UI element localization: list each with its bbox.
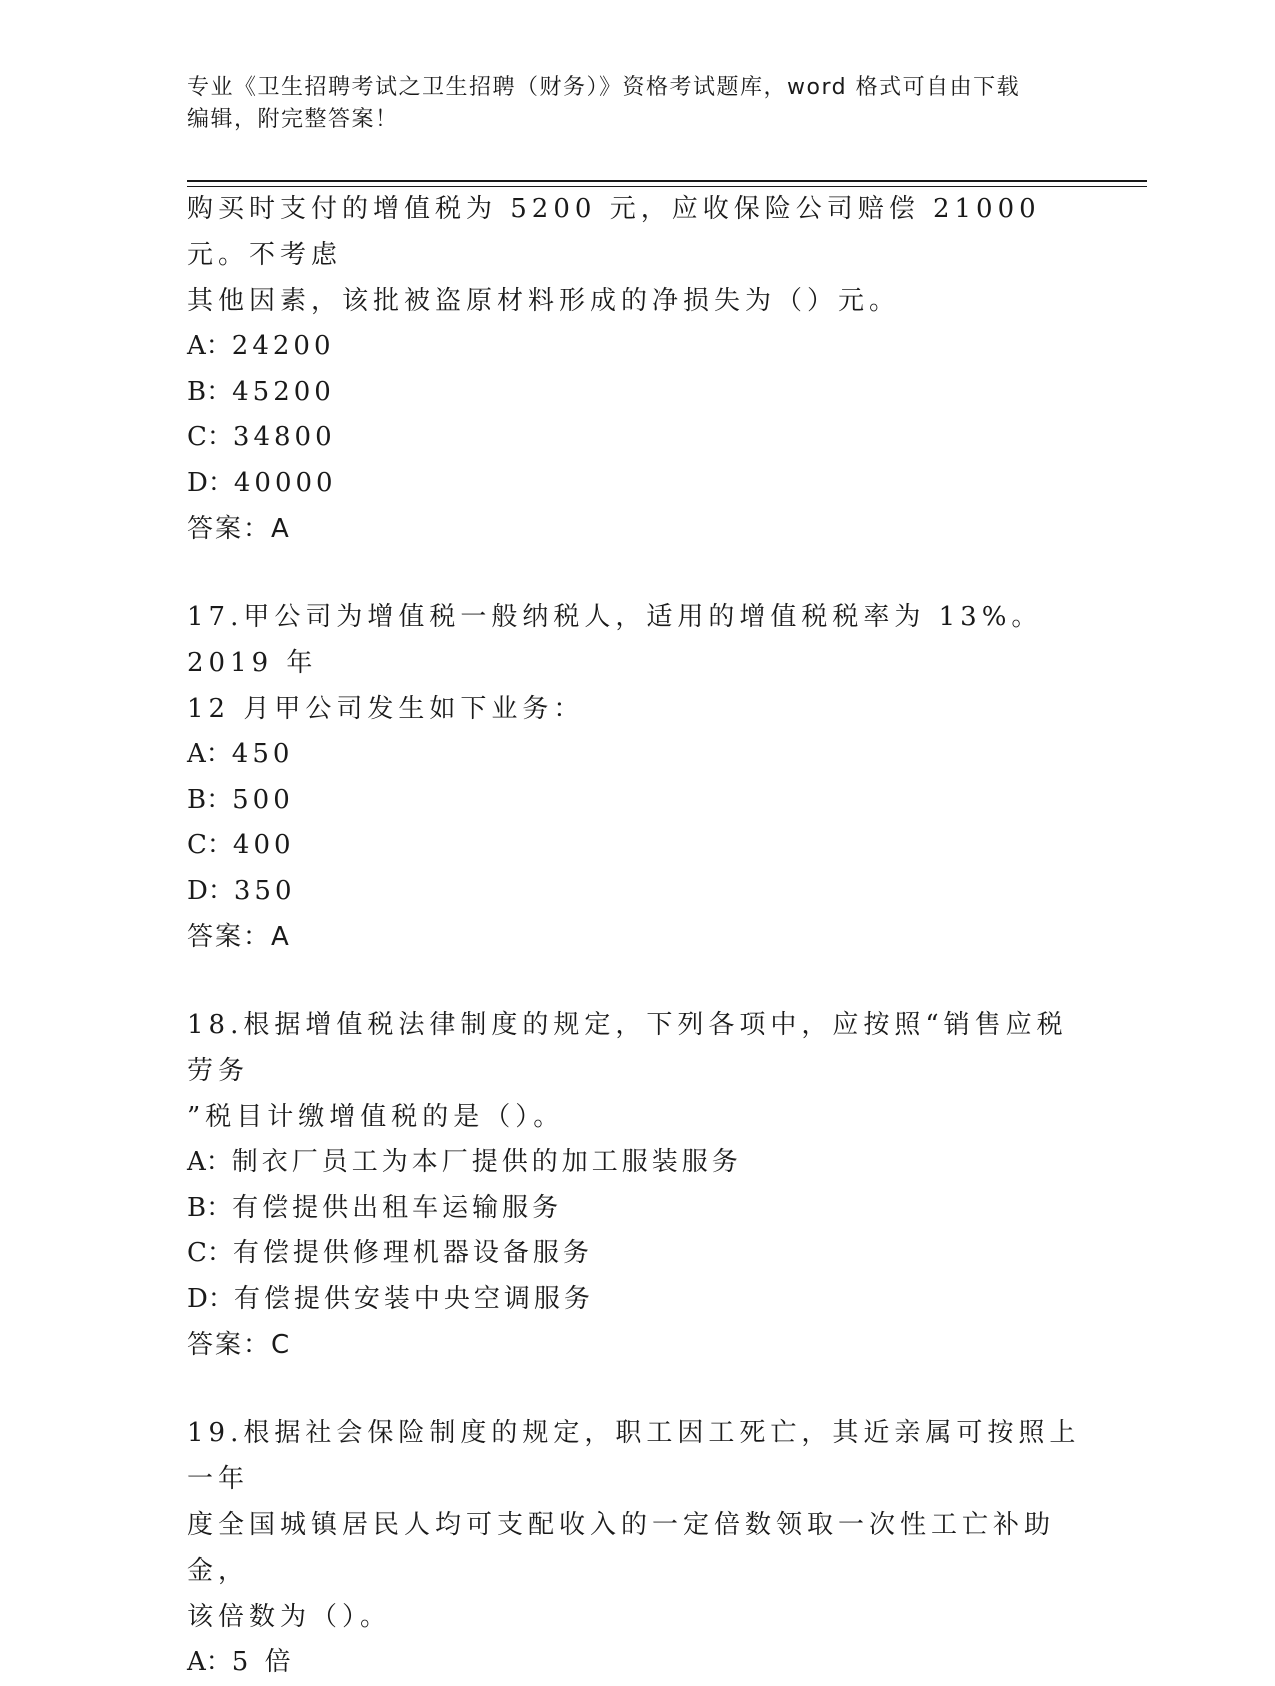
header-divider-thick (187, 180, 1147, 182)
question-text-line: ”税目计缴增值税的是（）。 (187, 1102, 565, 1132)
option-c (187, 415, 1087, 461)
option-text: 5 倍 (231, 1647, 295, 1677)
option-b (187, 370, 1087, 416)
option-key: B： (187, 376, 233, 407)
option-a (187, 732, 1087, 778)
option-c (187, 1231, 1087, 1277)
option-text: 40000 (233, 467, 337, 498)
question-text-line: 购买时支付的增值税为 5200 元，应收保险公司赔偿 21000 元。不考虑 (187, 194, 1041, 270)
question-text-line: 该倍数为（）。 (187, 1602, 392, 1632)
document-header (187, 72, 1087, 136)
option-text: 450 (231, 739, 294, 769)
option-b (187, 1186, 1087, 1232)
question-list (187, 186, 1087, 1686)
option-b (187, 778, 1087, 824)
answer-line: 答案：A (187, 514, 291, 544)
option-text: 制衣厂员工为本厂提供的加工服装服务 (231, 1147, 742, 1177)
option-text: 24200 (231, 331, 335, 361)
option-key: A： (187, 739, 232, 769)
question-text-line: 度全国城镇居民人均可支配收入的一定倍数领取一次性工亡补助金， (187, 1510, 1056, 1586)
option-d (187, 1277, 1087, 1323)
option-text: 有偿提供出租车运输服务 (232, 1192, 563, 1223)
question-text-line: 19.根据社会保险制度的规定，职工因工死亡，其近亲属可按照上一年 (187, 1418, 1081, 1494)
option-key: C： (187, 830, 233, 860)
question-text-line: 18.根据增值税法律制度的规定，下列各项中，应按照“销售应税劳务 (187, 1010, 1068, 1086)
question-19 (187, 1410, 1087, 1686)
option-key: A： (187, 331, 232, 361)
header-line-2: 编辑，附完整答案！ (187, 107, 399, 132)
option-a (187, 1140, 1087, 1186)
option-text: 350 (233, 875, 296, 906)
option-key: B： (187, 1192, 233, 1223)
option-key: D： (187, 1283, 234, 1314)
option-a (187, 324, 1087, 370)
option-d (187, 869, 1087, 915)
option-key: C： (187, 422, 233, 452)
question-text-line: 其他因素，该批被盗原材料形成的净损失为（）元。 (187, 286, 901, 316)
question-text-line: 17.甲公司为增值税一般纳税人，适用的增值税税率为 13%。2019 年 (187, 602, 1043, 678)
question-18 (187, 1002, 1087, 1368)
option-key: A： (187, 1147, 232, 1177)
option-key: B： (187, 784, 233, 815)
option-text: 有偿提供修理机器设备服务 (232, 1238, 593, 1268)
option-a (187, 1640, 1087, 1686)
option-c (187, 823, 1087, 869)
answer-line: 答案：A (187, 922, 291, 952)
option-text: 34800 (232, 422, 336, 452)
question-text-line: 12 月甲公司发生如下业务： (187, 694, 585, 724)
option-text: 45200 (232, 376, 335, 407)
option-key: C： (187, 1238, 233, 1268)
header-line-1: 专业《卫生招聘考试之卫生招聘（财务）》资格考试题库，word 格式可自由下载 (187, 75, 1021, 100)
option-key: D： (187, 467, 234, 498)
option-key: D： (187, 875, 234, 906)
option-d (187, 461, 1087, 507)
option-text: 有偿提供安装中央空调服务 (233, 1283, 594, 1314)
question-16 (187, 186, 1087, 552)
option-key: A： (187, 1647, 232, 1677)
option-text: 500 (232, 784, 294, 815)
option-text: 400 (232, 830, 295, 860)
question-17 (187, 594, 1087, 960)
answer-line: 答案：C (187, 1330, 292, 1360)
